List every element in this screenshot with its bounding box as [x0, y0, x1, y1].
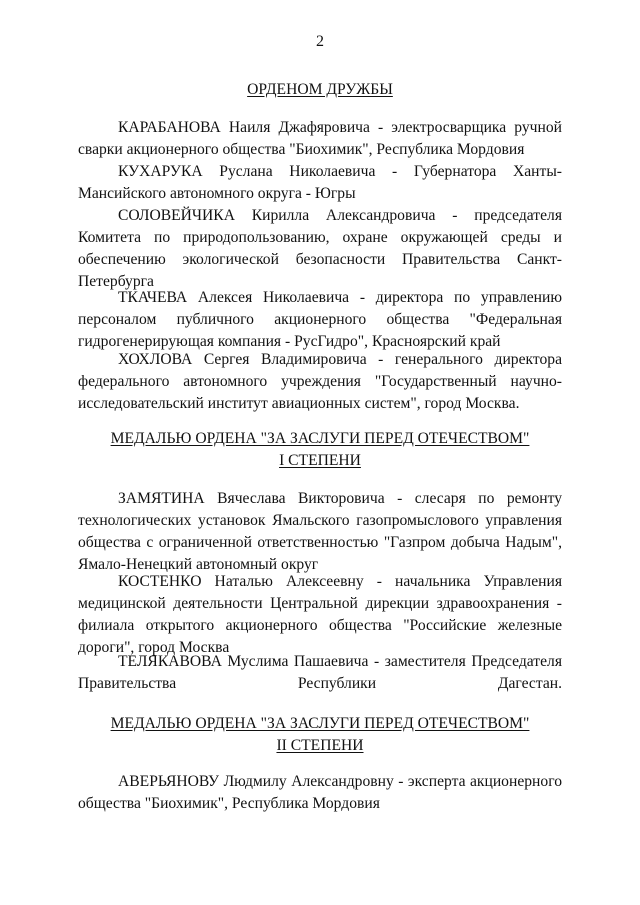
- section-heading-order-of-friendship: [78, 79, 562, 101]
- award-entry-kostenko: КОСТЕНКО Наталью Алексеевну - начальника Управления медицинской деятельности Центральной дирекции здравоохранения - филиала открытого акционерного общества "Российские железные дороги", город Москва: [78, 573, 562, 656]
- section-heading-medal-1st-degree: [78, 428, 562, 472]
- award-entry-tkachev: ТКАЧЕВА Алексея Николаевича - директора по управлению персоналом публичного акционерного общества "Федеральная гидрогенерирующая компания - РусГидро", Красноярский край: [78, 289, 562, 350]
- award-entry-telyakavov: ТЕЛЯКАВОВА Муслима Пашаевича - заместителя Председателя Правительства Республики Дагестан.: [78, 653, 562, 692]
- section-heading-degree: II СТЕПЕНИ: [276, 737, 364, 754]
- award-entry-soloveychik: СОЛОВЕЙЧИКА Кирилла Александровича - председателя Комитета по природопользованию, охране окружающей среды и обеспечению экологической безопасности Правительства Санкт-Петербурга: [78, 207, 562, 290]
- section-heading-degree: I СТЕПЕНИ: [279, 452, 361, 469]
- section-heading-line: МЕДАЛЬЮ ОРДЕНА "ЗА ЗАСЛУГИ ПЕРЕД ОТЕЧЕСТВОМ": [110, 430, 530, 447]
- award-entry-zamyatin: ЗАМЯТИНА Вячеслава Викторовича - слесаря по ремонту технологических установок Ямальского газопромыслового управления общества с ограниченной ответственностью "Газпром добыча Надым", Ямало-Ненецкий автономный округ: [78, 490, 562, 573]
- award-entry-karabanov: КАРАБАНОВА Наиля Джафяровича - электросварщика ручной сварки акционерного общества "Биохимик", Республика Мордовия: [78, 119, 562, 158]
- award-entry-kukharuk: КУХАРУКА Руслана Николаевича - Губернатора Ханты-Мансийского автономного округа - Югры: [78, 163, 562, 202]
- award-entry-khokhlov: ХОХЛОВА Сергея Владимировича - генерального директора федерального автономного учреждения "Государственный научно-исследовательский институт авиационных систем", город Москва.: [78, 351, 562, 412]
- page-number: 2: [316, 33, 324, 50]
- award-entry-averyanova: АВЕРЬЯНОВУ Людмилу Александровну - эксперта акционерного общества "Биохимик", Республика Мордовия: [78, 773, 562, 812]
- section-heading-line: МЕДАЛЬЮ ОРДЕНА "ЗА ЗАСЛУГИ ПЕРЕД ОТЕЧЕСТВОМ": [110, 715, 530, 732]
- section-heading-line: ОРДЕНОМ ДРУЖБЫ: [247, 81, 393, 98]
- section-heading-medal-2nd-degree: [78, 713, 562, 757]
